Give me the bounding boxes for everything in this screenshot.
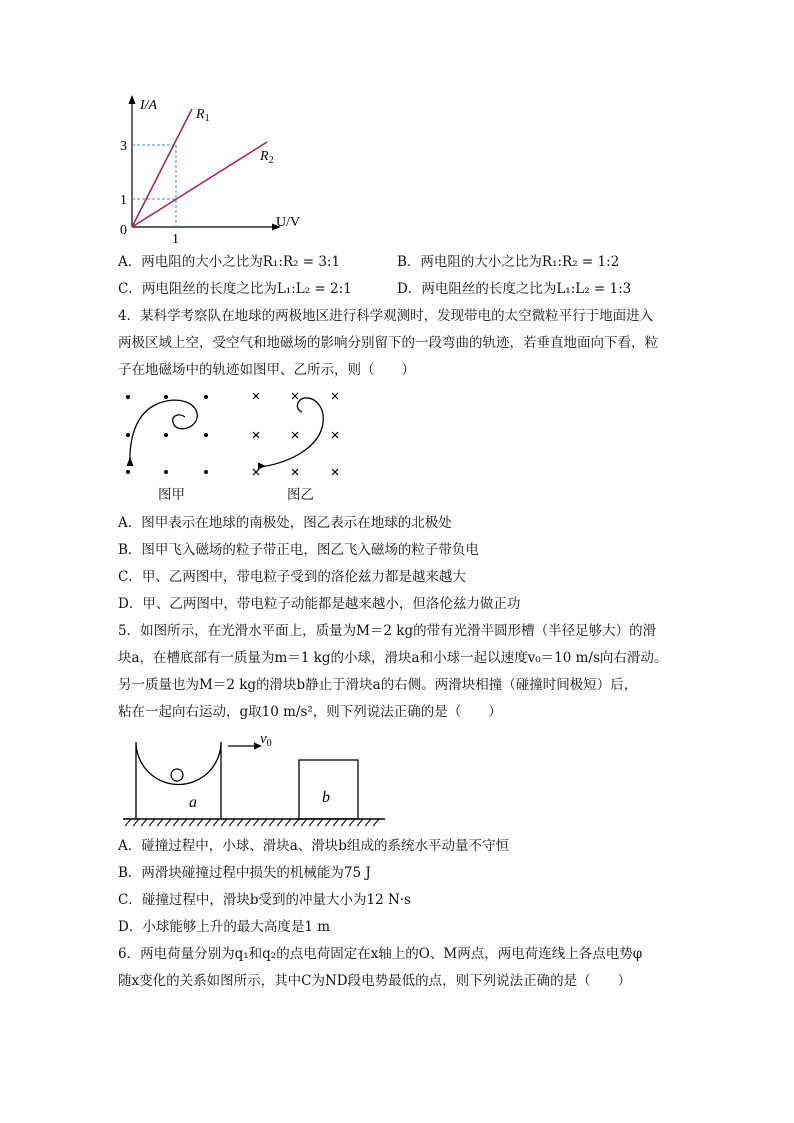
q4-option-a: A．图甲表示在地球的南极处，图乙表示在地球的北极处 xyxy=(118,515,452,531)
fig-jia-caption: 图甲 xyxy=(158,487,185,503)
q5-stem-line2: 块a，在槽底部有一质量为m＝1 kg的小球，滑块a和小球一起以速度v₀＝10 m/s向右滑动。 xyxy=(118,650,668,666)
x-axis-label: U/V xyxy=(276,215,301,230)
v0-label: $v_0$ xyxy=(260,731,272,749)
q6-stem-line1: 6．两电荷量分别为q₁和q₂的点电荷固定在x轴上的O、M两点，两电荷连线上各点电势φ xyxy=(118,946,643,962)
q3-option-a: A．两电阻的大小之比为R₁:R₂ = 3:1 xyxy=(118,254,341,270)
block-a-label: a xyxy=(189,794,197,811)
block-b-label: b xyxy=(322,789,330,806)
q4-option-b: B．图甲飞入磁场的粒子带正电，图乙飞入磁场的粒子带负电 xyxy=(118,542,479,558)
y-tick-3: 3 xyxy=(120,139,127,154)
y-tick-1: 1 xyxy=(120,193,127,208)
q5-option-c: C．碰撞过程中，滑块b受到的冲量大小为12 N·s xyxy=(118,892,411,908)
magnetic-field-figures xyxy=(115,385,355,505)
fig-jia xyxy=(126,395,208,474)
iu-graph xyxy=(110,92,301,252)
q4-stem-line2: 两极区域上空，受空气和地磁场的影响分别留下的一段弯曲的轨迹，若垂直地面向下看，粒 xyxy=(118,335,658,351)
r2-label: $R_2$ xyxy=(260,149,274,166)
q6-stem-line2: 随x变化的关系如图所示，其中C为ND段电势最低的点，则下列说法正确的是（ ） xyxy=(118,973,632,989)
r2-line xyxy=(132,142,267,227)
q5-option-d: D．小球能够上升的最大高度是1 m xyxy=(118,919,331,935)
fig-yi xyxy=(253,393,338,475)
y-axis-label: I/A xyxy=(140,98,158,113)
q3-option-b: B．两电阻的大小之比为R₁:R₂ = 1:2 xyxy=(397,254,620,270)
r1-label: $R_1$ xyxy=(196,107,210,124)
x-tick-1: 1 xyxy=(172,232,179,247)
q4-stem-line3: 子在地磁场中的轨迹如图甲、乙所示，则（ ） xyxy=(118,362,415,378)
q5-stem-line1: 5．如图所示，在光滑水平面上，质量为M＝2 kg的带有光滑半圆形槽（半径足够大）的滑 xyxy=(118,623,657,639)
q5-option-b: B．两滑块碰撞过程中损失的机械能为75 J xyxy=(118,865,371,881)
q5-stem-line3: 另一质量也为M＝2 kg的滑块b静止于滑块a的右侧。两滑块相撞（碰撞时间极短）后， xyxy=(118,677,638,693)
q3-option-d: D．两电阻丝的长度之比为L₁:L₂ = 1:3 xyxy=(397,281,632,297)
q3-option-c: C．两电阻丝的长度之比为L₁:L₂ = 2:1 xyxy=(118,281,352,297)
r1-line xyxy=(132,109,192,227)
sliding-blocks-figure xyxy=(120,728,390,828)
q5-stem-line4: 粘在一起向右运动，g取10 m/s²，则下列说法正确的是（ ） xyxy=(118,704,502,720)
q4-option-c: C．甲、乙两图中，带电粒子受到的洛伦兹力都是越来越大 xyxy=(118,569,466,585)
q5-option-a: A．碰撞过程中，小球、滑块a、滑块b组成的系统水平动量不守恒 xyxy=(118,838,509,854)
origin-label: 0 xyxy=(120,223,127,238)
fig-yi-caption: 图乙 xyxy=(287,487,314,503)
q4-stem-line1: 4．某科学考察队在地球的两极地区进行科学观测时，发现带电的太空微粒平行于地面进入 xyxy=(118,308,654,324)
q4-option-d: D．甲、乙两图中，带电粒子动能都是越来越小，但洛伦兹力做正功 xyxy=(118,596,521,612)
